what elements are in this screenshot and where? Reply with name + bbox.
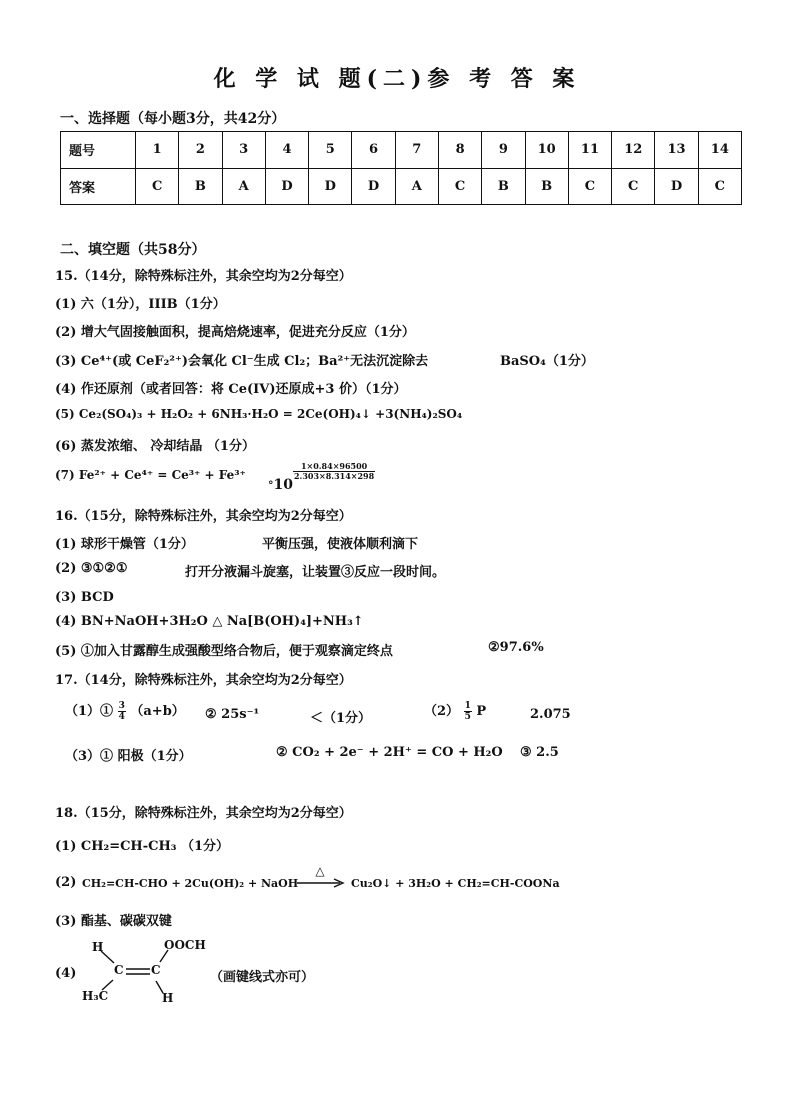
row-label-number: 题号 (61, 132, 136, 169)
table-cell: B (482, 168, 525, 205)
q17-answer-3b-equation: ② CO₂ + 2e⁻ + 2H⁺ = CO + H₂O (276, 745, 503, 760)
table-cell: 4 (265, 132, 308, 169)
struct-c-left: C (114, 963, 124, 977)
q15-answer-3: (3) Ce⁴⁺(或 CeF₂²⁺)会氧化 Cl⁻生成 Cl₂；Ba²⁺无法沉淀除去 (55, 354, 429, 369)
q16-answer-2: (2) ③①②① (55, 561, 128, 576)
q17-expression: （a+b） (130, 704, 185, 719)
q15-answer-7-equation: (7) Fe²⁺ + Ce⁴⁺ = Ce³⁺ + Fe³⁺ (55, 468, 246, 482)
struct-c-right: C (151, 963, 161, 977)
q15-heading: 15.（14分，除特殊标注外，其余空均为2分每空） (55, 269, 352, 284)
heating-condition: △ (315, 864, 325, 878)
reaction-arrow-icon (296, 878, 346, 888)
q16-answer-2-operation: 打开分液漏斗旋塞，让装置③反应一段时间。 (185, 565, 446, 580)
table-cell: C (136, 168, 179, 205)
pressure-symbol: P (476, 704, 487, 719)
exponent-denominator: 2.303×8.314×298 (293, 471, 375, 481)
fraction-denominator: 4 (118, 712, 125, 722)
structural-formula (80, 932, 210, 1010)
q17-prefix: （1）① (65, 704, 114, 719)
exponent-numerator: 1×0.84×96500 (293, 462, 375, 472)
power-base: 10 (273, 477, 293, 493)
q15-answer-6: (6) 蒸发浓缩、 冷却结晶 （1分） (55, 439, 255, 454)
table-cell: 7 (395, 132, 438, 169)
exponent-fraction (293, 462, 375, 481)
q17-answer-3c: ③ 2.5 (520, 745, 559, 760)
struct-methyl: H₃C (82, 989, 109, 1003)
table-cell: C (568, 168, 611, 205)
table-cell: 13 (655, 132, 698, 169)
q17-answer-2 (424, 700, 486, 722)
q16-answer-3: (3) BCD (55, 590, 114, 605)
q18-answer-4-label: (4) (55, 966, 77, 981)
table-cell: C (612, 168, 655, 205)
q16-answer-5: (5) ①加入甘露醇生成强酸型络合物后，便于观察滴定终点 (55, 644, 393, 659)
struct-ester-group: OOCH (164, 938, 206, 952)
q15-answer-7-constant (268, 462, 375, 493)
q16-answer-5-purity: ②97.6% (488, 640, 544, 655)
table-cell: 12 (612, 132, 655, 169)
row-label-answer: 答案 (61, 168, 136, 205)
q18-answer-2-products: Cu₂O↓ + 3H₂O + CH₂=CH-COONa (351, 877, 560, 890)
answer-table (60, 131, 742, 205)
q16-answer-1: (1) 球形干燥管（1分） (55, 537, 194, 552)
table-cell: 1 (136, 132, 179, 169)
table-cell: C (438, 168, 481, 205)
fraction-numerator: 3 (118, 701, 125, 711)
q18-answer-2-label: (2) (55, 875, 77, 890)
table-cell: B (179, 168, 222, 205)
table-cell: 14 (698, 132, 741, 169)
table-cell: D (265, 168, 308, 205)
table-cell: 11 (568, 132, 611, 169)
q17-heading: 17.（14分，除特殊标注外，其余空均为2分每空） (55, 673, 352, 688)
q17-answer-2b: 2.075 (530, 707, 571, 722)
q15-answer-1: (1) 六（1分），IIIB（1分） (55, 297, 226, 312)
table-cell: 9 (482, 132, 525, 169)
table-cell: 8 (438, 132, 481, 169)
section-heading-fill: 二、填空题（共58分） (60, 242, 206, 258)
table-cell: D (655, 168, 698, 205)
table-cell: D (309, 168, 352, 205)
fraction-three-quarters (118, 701, 126, 722)
table-cell: D (352, 168, 395, 205)
section-heading-choice: 一、选择题（每小题3分，共42分） (60, 111, 286, 127)
q17-part2-prefix: （2） (424, 704, 460, 719)
table-cell: A (395, 168, 438, 205)
q17-answer-3a: （3）① 阳极（1分） (65, 749, 192, 764)
page-title: 化 学 试 题(二)参 考 答 案 (213, 66, 581, 92)
q15-answer-2: (2) 增大气固接触面积，提高焙烧速率，促进充分反应（1分） (55, 325, 415, 340)
table-cell: 2 (179, 132, 222, 169)
table-cell: 3 (222, 132, 265, 169)
q18-answer-1: (1) CH₂=CH-CH₃ （1分） (55, 839, 230, 854)
table-cell: 10 (525, 132, 568, 169)
table-row-numbers (61, 132, 742, 169)
fraction-one-fifth (464, 701, 472, 722)
table-row-answers (61, 168, 742, 205)
table-cell: C (698, 168, 741, 205)
q15-answer-4: (4) 作还原剂（或者回答：将 Ce(IV)还原成+3 价）（1分） (55, 382, 407, 397)
q18-answer-2-reactants: CH₂=CH-CHO + 2Cu(OH)₂ + NaOH (82, 877, 299, 890)
q18-answer-3: (3) 酯基、碳碳双键 (55, 914, 172, 929)
fraction-denominator: 5 (464, 712, 471, 722)
table-cell: A (222, 168, 265, 205)
degree-mark: ° (268, 479, 274, 492)
fraction-numerator: 1 (464, 701, 471, 711)
table-cell: 5 (309, 132, 352, 169)
q16-answer-4-equation: (4) BN+NaOH+3H₂O △ Na[B(OH)₄]+NH₃↑ (55, 614, 364, 629)
q16-heading: 16.（15分，除特殊标注外，其余空均为2分每空） (55, 509, 352, 524)
struct-h-top: H (92, 940, 104, 954)
q17-answer-1b: ② 25s⁻¹ (205, 707, 260, 722)
table-cell: 6 (352, 132, 395, 169)
q15-answer-5-equation: (5) Ce₂(SO₄)₃ + H₂O₂ + 6NH₃·H₂O = 2Ce(OH)₄↓ +3(NH₄)₂SO₄ (55, 407, 463, 421)
table-cell: B (525, 168, 568, 205)
q18-answer-4-note: （画键线式亦可） (210, 970, 315, 985)
q18-heading: 18.（15分，除特殊标注外，其余空均为2分每空） (55, 806, 352, 821)
struct-h-bottom: H (162, 991, 174, 1005)
q16-answer-1-reason: 平衡压强，使液体顺利滴下 (262, 537, 419, 552)
q17-answer-1a (65, 700, 185, 722)
q15-answer-3-precipitate: BaSO₄（1分） (500, 354, 594, 369)
q17-answer-1c: ＜（1分） (310, 711, 372, 726)
